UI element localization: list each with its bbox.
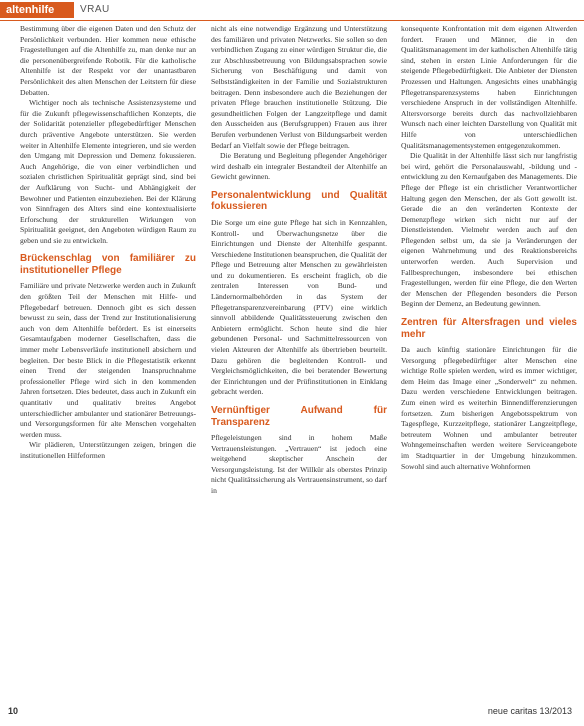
section-tag: altenhilfe [0,2,74,18]
page-header [0,0,584,22]
header-rule [0,20,584,21]
paragraph: Bestimmung über die eigenen Daten und den Schutz der Persönlichkeit verbunden. Hier kommen neue ethische Fragestellungen auf die Altenhilfe zu, man denke nur an die personenübergreifende Robotik. Für die katholische Altenhilfe ist der Respekt vor der unantastbaren Persönlichkeit des alten Menschen der Leitstern für diese Debatten. [20,24,196,97]
subheading: Zentren für Altersfragen und vieles mehr [401,317,577,340]
paragraph: Pflegeleistungen sind in hohem Maße Vertrauensleistungen. „Vertrauen“ ist jedoch eine weitgehend skeptischer Anschein der Versorgungsleistung. Ist der Willkür als oberstes Prinzip nicht Qualitätssicherung als Vertrauensinstrument, so darf in [211,433,387,495]
topic-tag: VRAU [80,4,110,15]
subheading: Personalentwicklung und Qualität fokussieren [211,189,387,213]
page-number: 10 [8,706,19,716]
column-2 [211,24,387,497]
paragraph: nicht als eine notwendige Ergänzung und Unterstützung des familiären und privaten Netzwerks. Sie sollen so den verbindlichen Zugang zu einer würdigen Struktur die, die zur Abschlussbetreuung von Bildungsabsprachen sowie Sicherung von Beschäftigung und damit von Selbstständigkeiten in der Familie und Sozialstrukturen beitragen. Denn insbesondere auch die Beziehungen der privaten Pflege brauchen institutionelle Stützung. Die gesundheitlichen Folgen der Langzeitpflege und damit den Ausscheiden aus (Berufsgruppen) Frauen aus ihrer Berufen verbundenen Verlust von Bildungsarbeit werden Bedarf an Vielfalt sowie der Pflege beitragen. [211,24,387,150]
paragraph: Da auch künftig stationäre Einrichtungen für die Versorgung pflegebedürftiger alter Menschen eine wichtige Rolle spielen werden, wird es immer wichtiger, dem Heim das Image einer „Sonderwelt“ zu nehmen. Dazu werden verschiedene Entwicklungen beitragen. Zum einen wird es weiterhin Binnendifferenzierungen fortsetzen. Zum bisherigen Angebotsspektrum von Tagespflege, Kurzzeitpflege, stationärer Langzeitpflege, betreutem Wohnen und ambulanter betreuter Wohngemeinschaften werden weitere Serviceangebote im Stadtquartier in der Umgebung hinzukommen. Sowohl sind auch alternative Wohnformen [401,345,577,471]
column-1 [20,24,196,462]
column-3 [401,24,577,472]
paragraph: Wir plädieren, Unterstützungen zeigen, bringen die institutionellen Hilfeformen [20,440,196,460]
paragraph: Wichtiger noch als technische Assistenzsysteme und für die Zukunft pflegewissenschaftlichen Konzepts, die der Solidarität potenzieller pflegebedürftiger Menschen durch präventive Angebote unterstützen. Sie werden weiter in Altenhilfe Elemente integrieren, und sie werden den Umgang mit Depression und Demenz fokussieren. Auch Angehörige, die von einer verbindlichen und sozialen christlichen Spiritualität geprägt sind, sind bei der Aufklärung von Sucht- und Abhängigkeit der Bewohner und Patienten einzubeziehen. Bei der Klärung von Sinnfragen des Alters sind eine kontextualisierte Erforschung der strukturellen Wirkungen von Spiritualität geeignet, den Angeboten würdigen Raum zu geben und sie zu entwickeln. [20,98,196,245]
magazine-issue: neue caritas 13/2013 [487,706,572,716]
subheading: Brückenschlag von familiärer zu institutioneller Pflege [20,253,196,276]
paragraph: Die Beratung und Begleitung pflegender Angehöriger wird deshalb ein integraler Bestandteil der Altenhilfe an Gewicht gewinnen. [211,151,387,182]
paragraph: Die Qualität in der Altenhilfe lässt sich nur langfristig bei wird, gehört die Personalauswahl, -bildung und -entwicklung zu den Kernaufgaben des Managements. Die Pflege der Pflege ist ein christlicher Verantwortlicher Haltung gegen den Menschen, der als Gott gewollt ist. Gerade die an den veränderten Kontexte der Demenzpflege wirken sich nicht nur auf der Dienstleistenden. Vielmehr werden auch auf den Pflegenden selbst um, da sie ja Veränderungen der eigenen Wahrnehmung und des Reaktionsbereichs unterworfen werden. Auch Supervision und Fallbesprechungen, insbesondere bei ethischen Fragestellungen, werden für eine Pflege, die den Werten der Menschen der Pflegenden besonders die Person Beginn der Demenz, an Bedeutung gewinnen. [401,151,577,309]
subheading: Vernünftiger Aufwand für Transparenz [211,405,387,428]
paragraph: konsequente Konfrontation mit dem eigenen Altwerden fordert. Frauen und Männer, die in den Qualitätsmanagement im der katholischen Altenhilfe tätig sind, stehen in ersten Linie Anforderungen für die steigende Pflegebedürftigkeit. Die Anbieter der Diensten Prozessen und Haltungen. Angesichts eines unabhängig Pflegetransparenzsystems haben Einrichtungen verschiedene Anspruch in der vollständigen Altenhilfe. Altersvorsorge bereits durch das nachvollziehbaren Wunsch nach einer leichten Darstellung von Qualität mit Hilfe von unterschiedlichen Qualitätsmanagementsystemen entgegenzukommen. [401,24,577,150]
page-footer [0,706,584,720]
paragraph: Die Sorge um eine gute Pflege hat sich in Kennzahlen, Kontroll- und Überwachungsnetze über die Einrichtungen und Dienste der Altenhilfe gespannt. Verschiedene Institutionen beanspruchen, die Qualität der Pflege und Betreuung alter Menschen zu gewährleisten und zu dokumentieren. Es erscheint fraglich, ob die zentralen Interessen von Bund- und Ländernormalbehörden in das System der Pflegetransparenzvereinbarung (PTV) eine wirklich sinnvoll abbildende Qualitätssteuerung zwischen den Anbietern ermöglicht. Schon heute sind die hier gebundenen Personal- und Sachmittelressourcen von vielen Akteuren der Altenhilfe als übertrieben beurteilt. Dazu gehören die begleitenden Kontroll- und Vergleichsmöglichkeiten, die bei beratender Bewertung der Einrichtungen und der Prüfinstitutionen in Einklang gebracht werden. [211,217,387,397]
paragraph: Familiäre und private Netzwerke werden auch in Zukunft den größten Teil der Menschen mit Hilfe- und Pflegebedarf betreuen. Dennoch gibt es sich dessen bewusst zu sein, dass der Trend zur Institutionalisierung auch von dem Altenhilfe befördert. Es ist einerseits Gesamtaufgaben moderner Gesellschaften, dass die immer mehr Lebensverläufe institutionell absichern und begleiten. Der beste Blick in die Pflegestatistik erkennt einen Trend der steigenden Inanspruchnahme professioneller Pflege wird sich in den kommenden Jahren fortsetzen. Dies bedeutet, dass auch in Zukunft ein quantitativ und qualitativ breites Angebot unterschiedlicher ambulanter und stationärer Betreuungs- und Versorgungsformen für alte Menschen vorgehalten werden muss. [20,281,196,439]
